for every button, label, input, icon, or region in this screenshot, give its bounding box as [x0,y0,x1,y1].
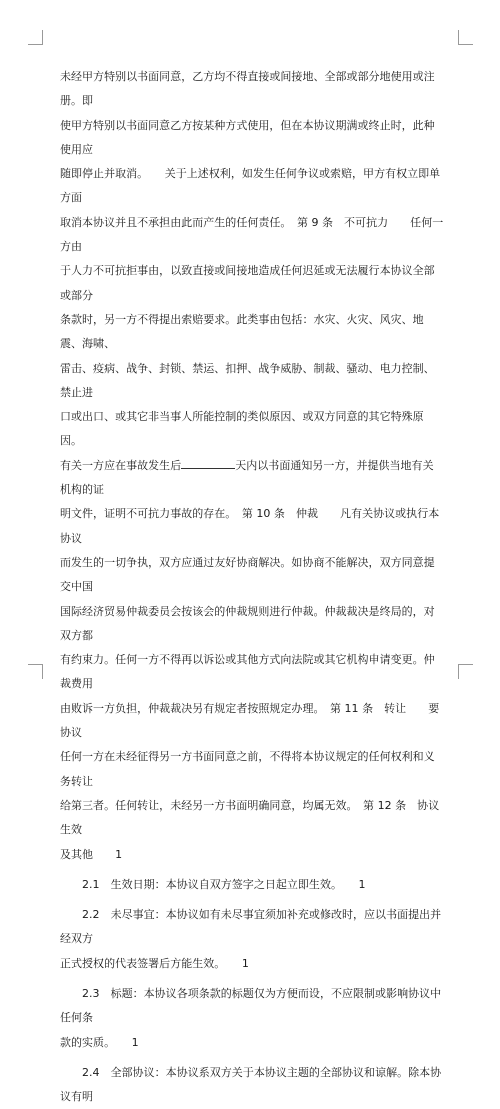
text-line: 取消本协议并且不承担由此而产生的任何责任。 第 9 条 不可抗力 任何一方由 [60,215,444,254]
text-line: 口或出口、或其它非当事人所能控制的类似原因、或双方同意的其它特殊原因。 [60,410,424,448]
text-line: 及其他 1 [60,847,123,861]
text-line: 2.3 标题：本协议各项条款的标题仅为方便而设，不应限制或影响协议中任何条 [60,986,442,1025]
text-line: 2.2 未尽事宜：本协议如有未尽事宜须加补充或修改时，应以书面提出并经双方 [60,908,442,946]
text-line: 2.4 全部协议：本协议系双方关于本协议主题的全部协议和谅解。除本协议有明 [60,1065,442,1104]
crop-mark-top-left [28,30,43,45]
text-line: 条款时，另一方不得提出索赔要求。此类事由包括：水灾、火灾、风灾、地震、海啸、 [60,312,424,351]
document-body [60,65,444,1109]
text-line: 任何一方在未经征得另一方书面同意之前，不得将本协议规定的任何权利和义务转让 [60,750,435,788]
text-line: 由败诉一方负担，仲裁裁决另有规定者按照规定办理。 第 11 条 转让 要协议 [60,701,440,740]
crop-mark-bottom-left [28,664,43,679]
text-line: 使甲方特别以书面同意乙方按某种方式使用，但在本协议期满或终止时，此种使用应 [60,118,435,156]
text-line [60,454,444,503]
text-line: 款的实质。 1 [60,1035,139,1049]
paragraph-rights [60,65,444,454]
text-line: 正式授权的代表签署后方能生效。 1 [60,956,249,970]
text-line: 未经甲方特别以书面同意，乙方均不得直接或间接地、全部或部分地使用或注册。即 [60,70,435,108]
text-line: 雷击、疫病、战争、封锁、禁运、扣押、战争威胁、制裁、骚动、电力控制、禁止进 [60,361,435,399]
clause-2-3 [60,982,444,1055]
text-line: 而发生的一切争执，双方应通过友好协商解决。如协商不能解决，双方同意提交中国 [60,555,435,594]
fill-in-blank [181,458,235,469]
clause-2-2 [60,903,444,976]
text-line: 有约束力。任何一方不得再以诉讼或其他方式向法院或其它机构申请变更。仲裁费用 [60,653,435,691]
paragraph-arbitration [60,454,444,867]
text-line: 国际经济贸易仲裁委员会按该会的仲裁规则进行仲裁。仲裁裁决是终局的，对双方都 [60,604,435,642]
text-segment: 天内以书面通知另一方，并提供当地有关机构的证 [60,458,434,497]
text-segment: 有关一方应在事故发生后 [60,458,182,472]
clause-2-4 [60,1061,444,1109]
text-line: 于人力不可抗拒事由，以致直接或间接地造成任何迟延或无法履行本协议全部或部分 [60,264,435,302]
text-line: 明文件，证明不可抗力事故的存在。 第 10 条 仲裁 凡有关协议或执行本协议 [60,507,440,545]
text-line: 随即停止并取消。 关于上述权利，如发生任何争议或索赔，甲方有权立即单方面 [60,167,441,205]
text-line: 2.1 生效日期：本协议自双方签字之日起立即生效。 1 [82,877,366,891]
clause-2-1 [60,873,444,897]
text-line: 给第三者。任何转让，未经另一方书面明确同意，均属无效。 第 12 条 协议生效 [60,798,440,837]
crop-mark-top-right [458,30,473,45]
crop-mark-bottom-right [458,664,473,679]
